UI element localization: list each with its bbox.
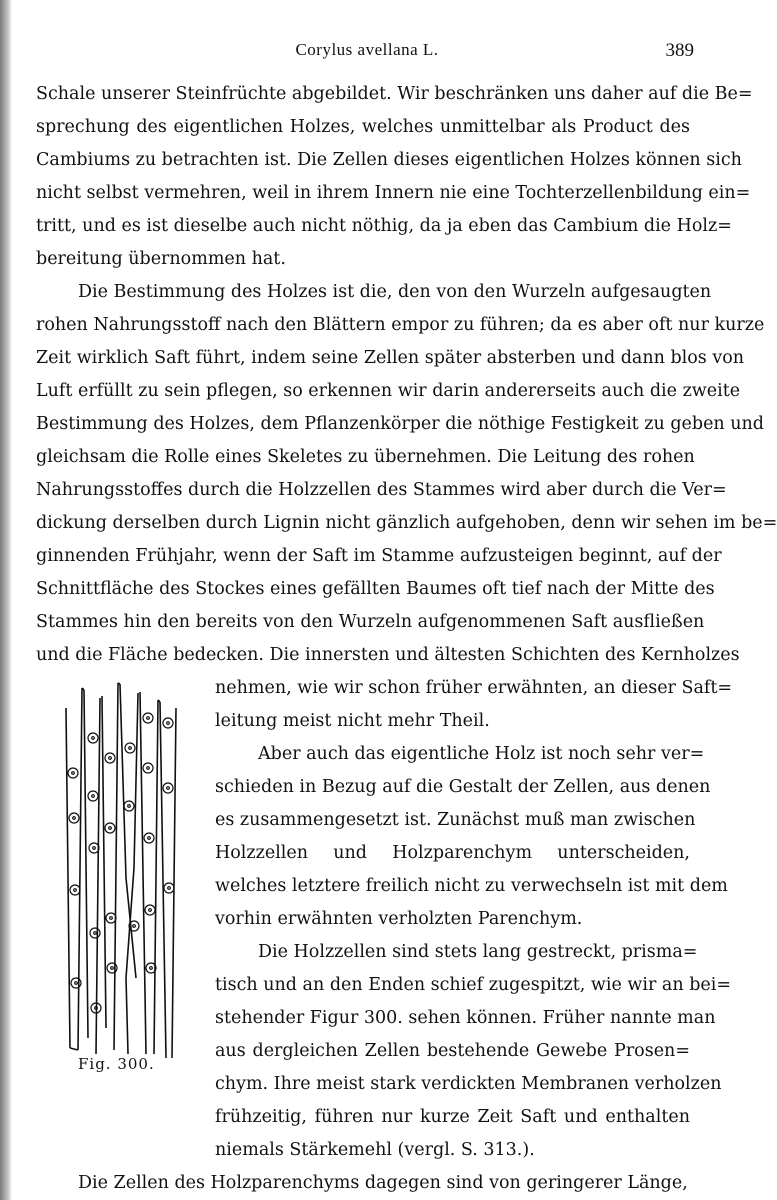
text-line: Die Bestimmung des Holzes ist die, den von den Wurzeln aufgesaugten [78,282,712,302]
text-line: Nahrungsstoffes durch die Holzzellen des Stammes wird aber durch die Ver= [36,480,727,500]
text-line: welches letztere freilich nicht zu verwechseln ist mit dem [215,876,728,896]
text-line: bereitung übernommen hat. [36,249,286,269]
text-line: frühzeitig, führen nur kurze Zeit Saft und enthalten [215,1107,690,1127]
text-line: nehmen, wie wir schon früher erwähnten, an dieser Saft= [215,678,733,698]
text-line: ginnenden Frühjahr, wenn der Saft im Stamme aufzusteigen beginnt, auf der [36,546,722,566]
text-line: und die Fläche bedecken. Die innersten und ältesten Schichten des Kernholzes [36,645,740,665]
text-line: tritt, und es ist dieselbe auch nicht nöthig, da ja eben das Cambium die Holz= [36,216,732,236]
text-line: aus dergleichen Zellen bestehende Gewebe Prosen= [215,1041,690,1061]
text-line: rohen Nahrungsstoff nach den Blättern empor zu führen; da es aber oft nur kurze [36,315,765,335]
text-line: Zeit wirklich Saft führt, indem seine Zellen später absterben und dann blos von [36,348,745,368]
page-header [0,40,732,66]
text-line: Luft erfüllt zu sein pflegen, so erkennen wir darin andererseits auch die zweite [36,381,741,401]
text-line: Stammes hin den bereits von den Wurzeln aufgenommenen Saft ausfließen [36,612,705,632]
wood-cells-illustration [48,678,198,1060]
text-line: dickung derselben durch Lignin nicht gänzlich aufgehoben, denn wir sehen im be= [36,513,777,533]
text-line: Schale unserer Steinfrüchte abgebildet. Wir beschränken uns daher auf die Be= [36,84,753,104]
text-line: Cambiums zu betrachten ist. Die Zellen dieses eigentlichen Holzes können sich [36,150,742,170]
text-line: gleichsam die Rolle eines Skeletes zu übernehmen. Die Leitung des rohen [36,447,695,467]
text-line: es zusammengesetzt ist. Zunächst muß man zwischen [215,810,696,830]
text-line: vorhin erwähnten verholzten Parenchym. [215,909,583,929]
page-gutter-shadow [0,0,12,1200]
text-line: schieden in Bezug auf die Gestalt der Zellen, aus denen [215,777,711,797]
text-line: niemals Stärkemehl (vergl. S. 313.). [215,1140,535,1160]
running-title: Corylus avellana L. [295,40,439,59]
figure-caption: Fig. 300. [78,1055,155,1073]
text-line: sprechung des eigentlichen Holzes, welches unmittelbar als Product des [36,117,690,137]
text-line: Die Holzzellen sind stets lang gestreckt, prisma= [258,942,698,962]
text-line: Schnittfläche des Stockes eines gefällten Baumes oft tief nach der Mitte des [36,579,715,599]
text-line: Holzzellen und Holzparenchym unterscheiden, [215,843,690,863]
text-line: leitung meist nicht mehr Theil. [215,711,490,731]
page-number: 389 [665,40,694,61]
text-line: Die Zellen des Holzparenchyms dagegen sind von geringerer Länge, [78,1173,688,1193]
text-line: Bestimmung des Holzes, dem Pflanzenkörper die nöthige Festigkeit zu geben und [36,414,765,434]
text-line: tisch und an den Enden schief zugespitzt, wie wir an bei= [215,975,732,995]
figure-300-wood-cells [48,678,198,1060]
text-line: nicht selbst vermehren, weil in ihrem Innern nie eine Tochterzellenbildung ein= [36,183,751,203]
text-line: stehender Figur 300. sehen können. Früher nannte man [215,1008,716,1028]
text-line: Aber auch das eigentliche Holz ist noch sehr ver= [258,744,705,764]
text-line: chym. Ihre meist stark verdickten Membranen verholzen [215,1074,722,1094]
